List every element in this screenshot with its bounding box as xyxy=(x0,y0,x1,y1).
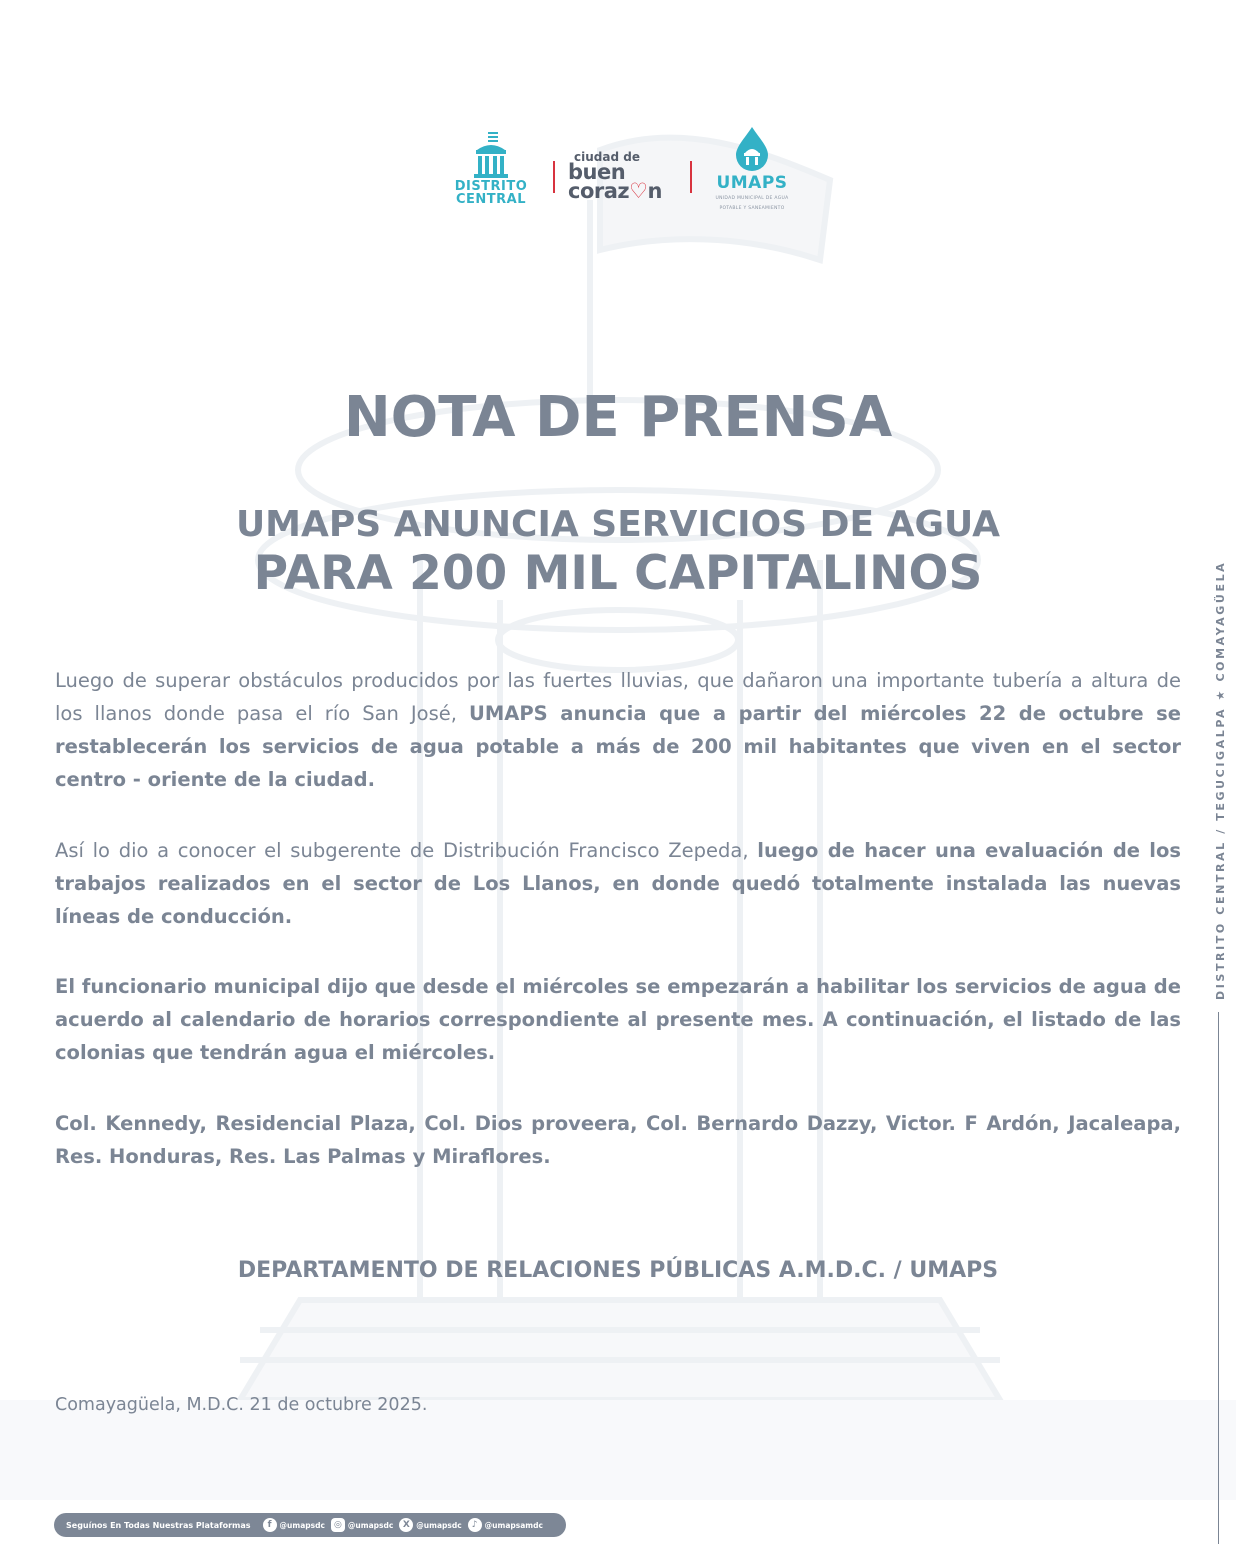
facebook-icon[interactable]: f xyxy=(263,1518,277,1532)
buen-small-text: ciudad de xyxy=(574,150,640,164)
x-icon[interactable]: X xyxy=(399,1518,413,1532)
umaps-name: UMAPS xyxy=(716,173,788,193)
side-vertical-text xyxy=(1205,545,1235,1005)
colonias-list: Col. Kennedy, Residencial Plaza, Col. Dios proveera, Col. Bernardo Dazzy, Victor. F Ardón, Jacaleapa, Res. Honduras, Res. Las Palmas y Miraflores. xyxy=(55,1112,1181,1168)
umaps-sub1: UNIDAD MUNICIPAL DE AGUA xyxy=(715,196,789,201)
city-hall-icon xyxy=(471,130,511,180)
date-line: Comayagüela, M.D.C. 21 de octubre 2025. xyxy=(55,1395,428,1415)
logo-separator xyxy=(690,161,692,193)
paragraph-3: El funcionario municipal dijo que desde el miércoles se empezarán a habilitar los servicios de agua de acuerdo al calendario de horarios correspondiente al presente mes. A continuación, el listado de las colonias que tendrán agua el miércoles. xyxy=(55,975,1181,1064)
headline-line1: UMAPS ANUNCIA SERVICIOS DE AGUA xyxy=(235,504,1001,545)
buen-corazon-logo xyxy=(568,151,688,211)
paragraph-2 xyxy=(55,834,1181,933)
tiktok-icon[interactable]: ♪ xyxy=(468,1518,482,1532)
distrito-line1: DISTRITO xyxy=(454,179,528,194)
logo-separator xyxy=(553,161,555,193)
buen-line2-pre: coraz xyxy=(568,179,630,203)
paragraph-2-bold: luego de hacer una evaluación de los trabajos realizados en el sector de Los Llanos, en donde quedó totalmente instalada las nuevas líneas de conducción. xyxy=(55,839,1181,928)
paragraph-2-plain: Así lo dio a conocer el subgerente de Distribución Francisco Zepeda, xyxy=(55,839,749,862)
water-drop-icon xyxy=(732,125,772,171)
buen-line2 xyxy=(568,179,688,203)
umaps-logo xyxy=(702,125,802,220)
paragraph-1-plain: Luego de superar obstáculos producidos por las fuertes lluvias, que dañaron una importante tubería a altura de los llanos donde pasa el río San José, xyxy=(55,669,1181,725)
headline-line2: PARA 200 MIL CAPITALINOS xyxy=(253,546,983,601)
buen-line1: buen xyxy=(568,160,626,184)
facebook-handle[interactable]: @umapsdc xyxy=(279,1520,325,1530)
heart-icon: ♡ xyxy=(629,179,648,203)
department-signature: DEPARTAMENTO DE RELACIONES PÚBLICAS A.M.D.C. / UMAPS xyxy=(237,1258,999,1283)
side-label: DISTRITO CENTRAL / TEGUCIGALPA ★ COMAYAGÜELA xyxy=(1214,560,1227,1000)
umaps-sub2: POTABLE Y SANEAMIENTO xyxy=(719,206,785,211)
header-logos xyxy=(440,125,800,220)
distrito-central-logo xyxy=(446,130,536,220)
distrito-line2: CENTRAL xyxy=(455,192,527,207)
instagram-icon[interactable]: ◎ xyxy=(331,1518,345,1532)
paragraph-1-bold: UMAPS anuncia que a partir del miércoles 22 de octubre se restablecerán los servicios de agua potable a más de 200 mil habitantes que viven en el sector centro - oriente de la ciudad. xyxy=(55,702,1182,791)
tiktok-handle[interactable]: @umapsamdc xyxy=(484,1520,543,1530)
follow-text: Seguínos En Todas Nuestras Plataformas xyxy=(66,1520,251,1530)
instagram-handle[interactable]: @umapsdc xyxy=(347,1520,394,1530)
x-handle[interactable]: @umapsdc xyxy=(416,1520,462,1530)
page-title: NOTA DE PRENSA xyxy=(343,385,893,450)
social-footer xyxy=(54,1513,566,1537)
paragraph-1 xyxy=(55,664,1181,796)
side-rule xyxy=(1218,1012,1219,1544)
buen-line2-post: n xyxy=(647,179,662,203)
